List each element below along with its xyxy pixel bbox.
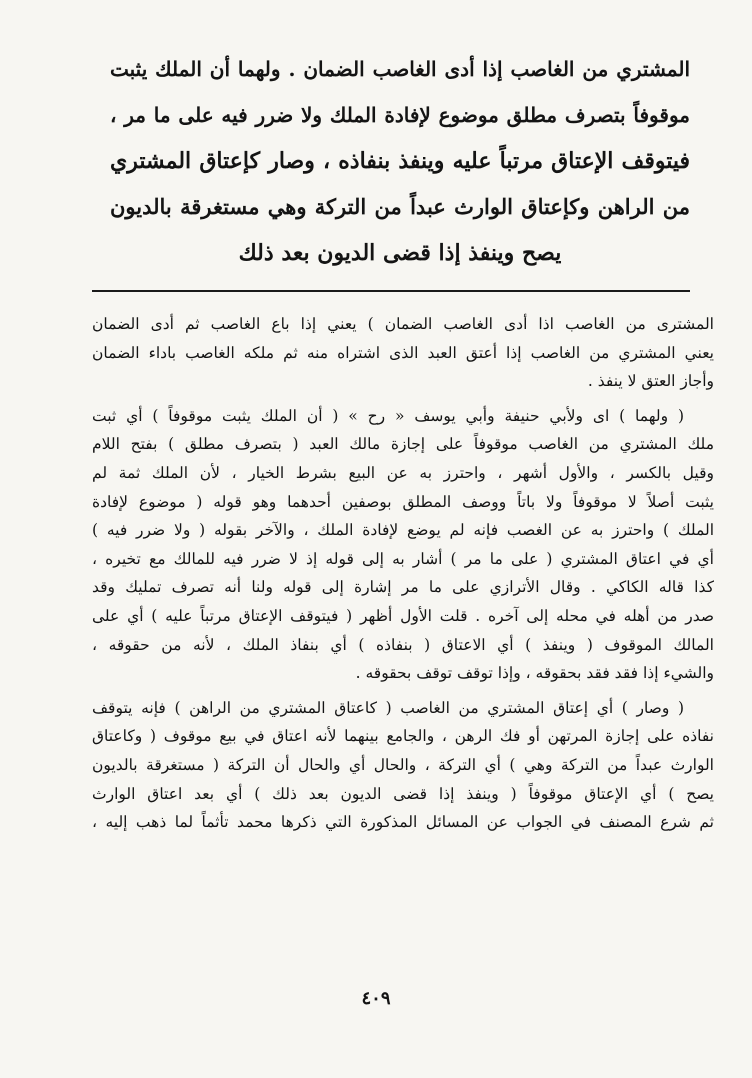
main-text-line: من الراهن وكإعتاق الوارث عبداً من التركة وهي مستغرقة بالديون <box>110 194 690 219</box>
commentary-line: المالك الموقوف ( وينفذ ) أي الاعتاق ( بنفاذه ) أي بنفاذ الملك ، لأنه من حقوقه ، <box>92 635 714 654</box>
commentary-line: ( وصار ) أي إعتاق المشتري من الغاصب ( كاعتاق المشتري من الراهن ) فإنه يتوقف <box>92 698 684 717</box>
commentary-line: صدر من أهله في محله إلى آخره . قلت الأول أظهر ( فيتوقف الإعتاق مرتباً عليه ) أي على <box>92 606 714 625</box>
commentary-line: والشيء إذا فقد فقد بحقوقه ، وإذا توقف توقف بحقوقه . <box>355 664 714 683</box>
commentary-line: المشترى من الغاصب اذا أدى الغاصب الضمان ) يعني إذا باع الغاصب ثم أدى الضمان <box>92 315 714 333</box>
commentary-block <box>92 310 714 837</box>
commentary-line: يعني المشتري من الغاصب إذا أعتق العبد الذى اشتراه منه ثم ملكه الغاصب باداء الضمان <box>92 343 714 362</box>
commentary-line: وقيل بالكسر ، والأول أشهر ، واحترز به عن البيع بشرط الخيار ، لأن الملك ثمة لم <box>92 463 714 482</box>
commentary-paragraph <box>92 402 714 688</box>
commentary-line: ( ولهما ) اى ولأبي حنيفة وأبي يوسف « رح » ( أن الملك يثبت موقوفاً ) أي ثبت <box>92 406 684 425</box>
commentary-line: يصح ) أي الإعتاق موقوفاً ( وينفذ إذا قضى الديون بعد ذلك ) أي بعد اعتاق الوارث <box>92 784 714 803</box>
commentary-line: ملك المشتري من الغاصب موقوفاً على إجازة مالك العبد ( بتصرف مطلق ) بفتح اللام <box>92 435 714 454</box>
main-text-line: المشتري من الغاصب إذا أدى الغاصب الضمان . ولهما أن الملك يثبت <box>110 57 690 81</box>
commentary-line: كذا قاله الكاكي . وقال الأترازي على ما مر إشارة إلى قوله ولنا أنه تصرف تمليك وقد <box>92 578 714 597</box>
commentary-paragraph <box>92 310 714 396</box>
commentary-line: نفاذه على إجازة المرتهن أو فك الرهن ، والجامع بينهما لأنه اعتاق في بيع موقوف ( وكاعتاق <box>92 727 714 746</box>
commentary-line: الوارث عبداً من التركة وهي ) أي التركة ، والحال أي والحال أن التركة ( مستغرقة بالديون <box>92 755 714 774</box>
commentary-line: يثبت أصلاً لا موقوفاً ولا باتاً ووصف المطلق بوصفين أحدهما وهو قوله ( موضوع لإفادة <box>92 492 714 511</box>
separator-rule <box>92 290 690 292</box>
commentary-line: وأجاز العتق لا ينفذ . <box>587 372 714 391</box>
main-text-block <box>110 46 690 276</box>
commentary-line: أي في اعتاق المشتري ( على ما مر ) أشار به إلى قوله إذ لا ضرر فيه للمالك مع تخيره ، <box>92 549 714 568</box>
commentary-line: ثم شرع المصنف في الجواب عن المسائل المذكورة التي ذكرها محمد تأثماً لما ذهب إليه ، <box>92 813 714 832</box>
main-text-line: يصح وينفذ إذا قضى الديون بعد ذلك <box>238 240 562 266</box>
main-text-line: فيتوقف الإعتاق مرتباً عليه وينفذ بنفاذه ، وصار كإعتاق المشتري <box>110 148 690 174</box>
page-number: ٤٠٩ <box>361 988 391 1009</box>
commentary-paragraph <box>92 694 714 837</box>
main-text-line: موقوفاً بتصرف مطلق موضوع لإفادة الملك ولا ضرر فيه على ما مر ، <box>110 103 690 127</box>
commentary-line: الملك ) واحترز به عن الغصب فإنه لم يوضع لإفادة الملك ، والآخر بقوله ( ولا ضرر فيه ) <box>92 521 714 540</box>
